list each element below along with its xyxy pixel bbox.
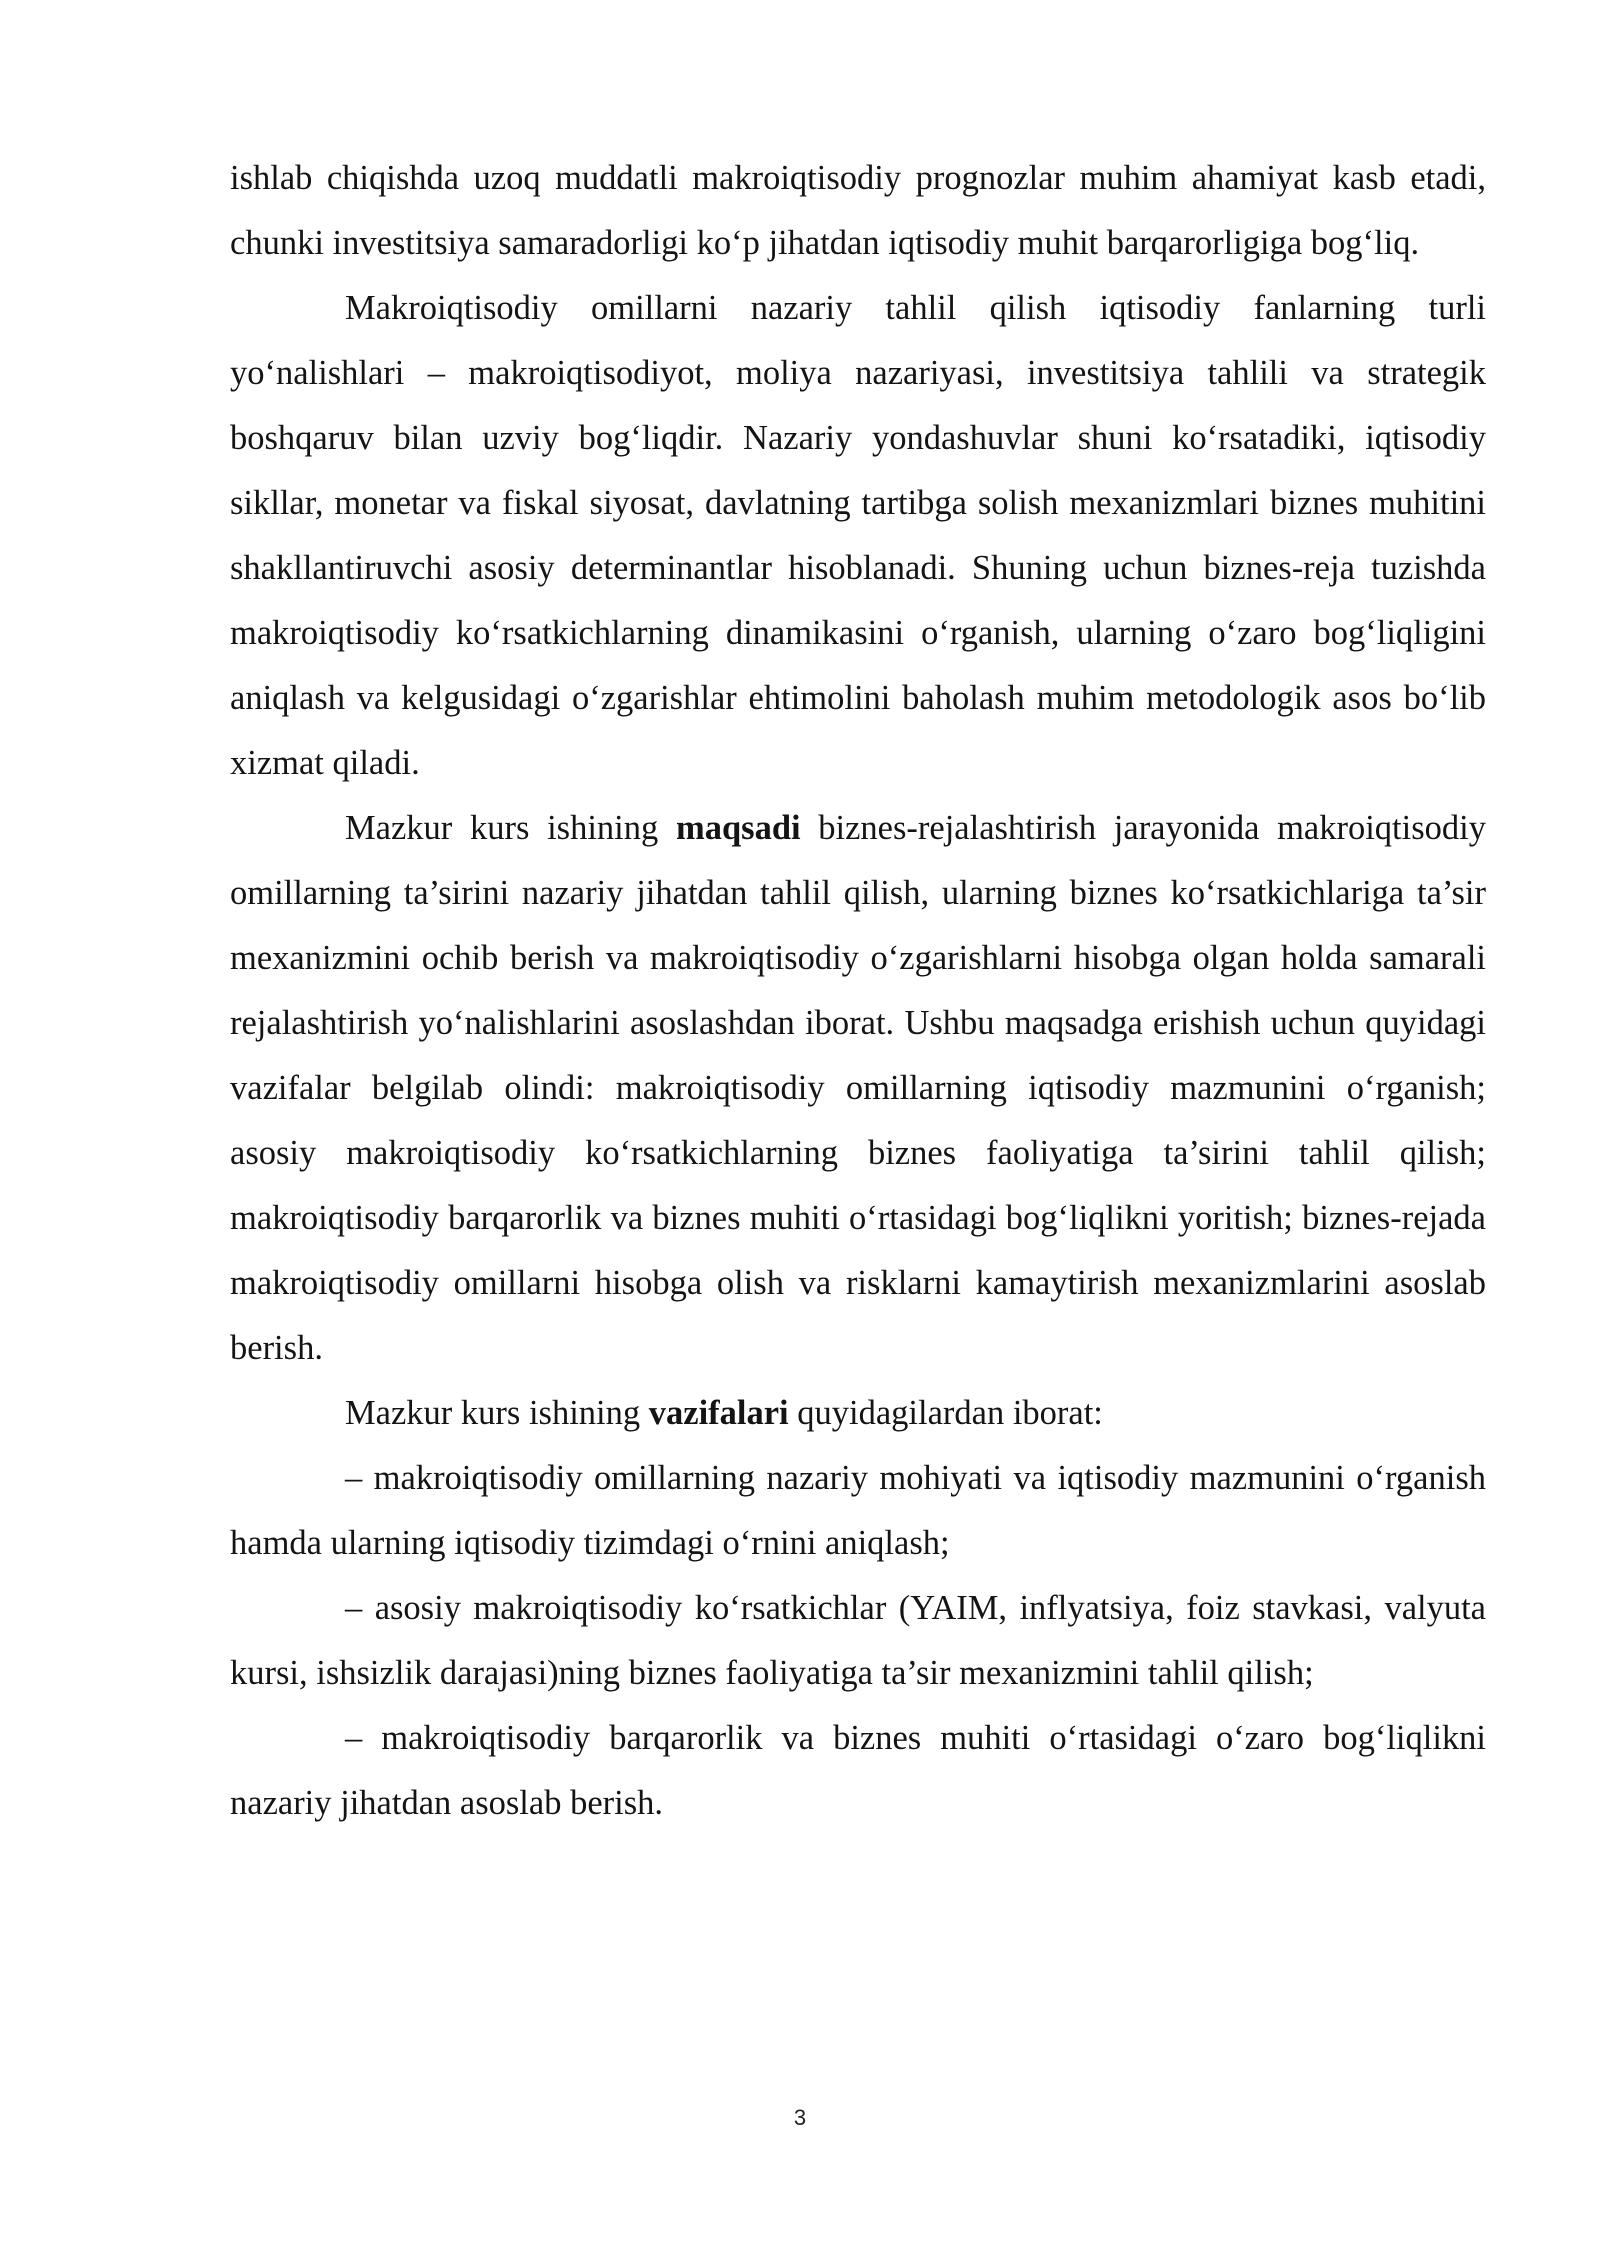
tasks-keyword: vazifalari [648,1394,789,1432]
page-number: 3 [793,2105,807,2130]
body-text [230,146,1486,1836]
paragraph-goal [230,796,1486,1381]
task-item-2: – asosiy makroiqtisodiy ko‘rsatkichlar (YAIM, inflyatsiya, foiz stavkasi, valyuta kursi, ishsizlik darajasi)ning biznes faoliyatiga ta’sir mexanizmini tahlil qilish; [230,1589,1486,1692]
task-item-1: – makroiqtisodiy omillarning nazariy mohiyati va iqtisodiy mazmunini o‘rganish hamda ularning iqtisodiy tizimdagi o‘rnini aniqlash; [230,1459,1486,1562]
paragraph-intro-continuation: ishlab chiqishda uzoq muddatli makroiqtisodiy prognozlar muhim ahamiyat kasb etadi, chunki investitsiya samaradorligi ko‘p jihatdan iqtisodiy muhit barqarorligiga bog‘liq. [230,159,1486,262]
task-item-3: – makroiqtisodiy barqarorlik va biznes muhiti o‘rtasidagi o‘zaro bog‘liqlikni nazariy jihatdan asoslab berish. [230,1719,1486,1822]
paragraph-tasks-heading [230,1381,1486,1446]
tasks-tail-text: quyidagilardan iborat: [788,1394,1103,1432]
goal-body-text: biznes-rejalashtirish jarayonida makroiqtisodiy omillarning ta’sirini nazariy jihatdan tahlil qilish, ularning biznes ko‘rsatkichlariga ta’sir mexanizmini ochib berish va makroiqtisodiy o‘zgarishlarni hisobga olgan holda samarali rejalashtirish yo‘nalishlarini asoslashdan iborat. Ushbu maqsadga erishish uchun quyidagi vazifalar belgilab olindi: makroiqtisodiy omillarning iqtisodiy mazmunini o‘rganish; asosiy makroiqtisodiy ko‘rsatkichlarning biznes faoliyatiga ta’sirini tahlil qilish; makroiqtisodiy barqarorlik va biznes muhiti o‘rtasidagi bog‘liqlikni yoritish; biznes-rejada makroiqtisodiy omillarni hisobga olish va risklarni kamaytirish mexanizmlarini asoslab berish. [230,809,1486,1367]
tasks-lead-text: Mazkur kurs ishining [345,1394,649,1432]
goal-keyword: maqsadi [675,809,801,847]
goal-lead-text: Mazkur kurs ishining [345,809,676,847]
paragraph-theory: Makroiqtisodiy omillarni nazariy tahlil qilish iqtisodiy fanlarning turli yo‘nalishlari – makroiqtisodiyot, moliya nazariyasi, investitsiya tahlili va strategik boshqaruv bilan uzviy bog‘liqdir. Nazariy yondashuvlar shuni ko‘rsatadiki, iqtisodiy sikllar, monetar va fiskal siyosat, davlatning tartibga solish mexanizmlari biznes muhitini shakllantiruvchi asosiy determinantlar hisoblanadi. Shuning uchun biznes-reja tuzishda makroiqtisodiy ko‘rsatkichlarning dinamikasini o‘rganish, ularning o‘zaro bog‘liqligini aniqlash va kelgusidagi o‘zgarishlar ehtimolini baholash muhim metodologik asos bo‘lib xizmat qiladi. [230,289,1486,782]
